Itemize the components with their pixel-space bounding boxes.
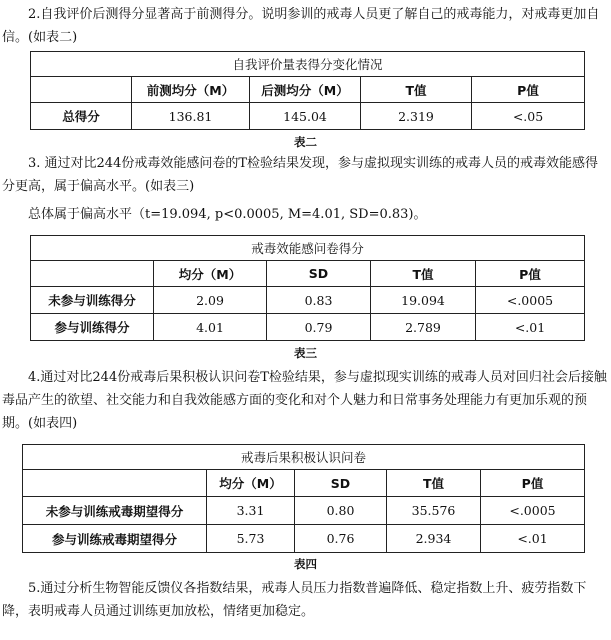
row-label: 参与训练得分 [31, 314, 154, 341]
header-cell: 均分（M） [154, 261, 267, 287]
header-cell [31, 261, 154, 287]
table-row [31, 287, 585, 314]
table-title: 戒毒后果积极认识问卷 [23, 445, 585, 470]
header-cell: T值 [371, 261, 476, 287]
table-cell: 0.76 [295, 525, 387, 553]
table-cell: <.0005 [476, 287, 585, 314]
header-cell: T值 [361, 77, 472, 103]
table-caption: 表四 [294, 557, 317, 571]
row-label: 总得分 [31, 103, 132, 130]
table-self-evaluation [30, 51, 585, 130]
header-cell: SD [267, 261, 371, 287]
header-cell [31, 77, 132, 103]
header-cell: 前测均分（M） [132, 77, 250, 103]
table-cell: 19.094 [371, 287, 476, 314]
table-cell: 2.319 [361, 103, 472, 130]
paragraph-5: 5.通过分析生物智能反馈仪各指数结果，戒毒人员压力指数普遍降低、稳定指数上升、疲劳指数下降，表明戒毒人员通过训练更加放松，情绪更加稳定。 [2, 581, 587, 619]
table-cell: 136.81 [132, 103, 250, 130]
table-row [23, 525, 585, 553]
table-cell: 0.83 [267, 287, 371, 314]
table-cell: <.01 [481, 525, 585, 553]
table-cell: <.01 [476, 314, 585, 341]
header-cell: SD [295, 470, 387, 497]
table-cell: 2.789 [371, 314, 476, 341]
row-label: 未参与训练得分 [31, 287, 154, 314]
table-cell: 5.73 [207, 525, 295, 553]
row-label: 参与训练戒毒期望得分 [23, 525, 207, 553]
table-cell: 4.01 [154, 314, 267, 341]
header-cell: P值 [472, 77, 585, 103]
paragraph-3: 3. 通过对比244份戒毒效能感问卷的T检验结果发现，参与虚拟现实训练的戒毒人员的戒毒效能感得分更高，属于偏高水平。(如表三) [2, 156, 599, 194]
table-cell: 3.31 [207, 497, 295, 525]
table-efficacy [30, 235, 585, 341]
table-cell: 0.80 [295, 497, 387, 525]
paragraph-4: 4.通过对比244份戒毒后果积极认识问卷T检验结果，参与虚拟现实训练的戒毒人员对回归社会后接触毒品产生的欲望、社交能力和自我效能感方面的变化和对个人魅力和日常事务处理能力有更加乐观的预期。(如表四) [2, 370, 607, 431]
table-cell: 35.576 [387, 497, 481, 525]
header-cell: T值 [387, 470, 481, 497]
paragraph-2: 2.自我评价后测得分显著高于前测得分。说明参训的戒毒人员更了解自己的戒毒能力，对戒毒更加自信。(如表二) [2, 7, 600, 45]
row-label: 未参与训练戒毒期望得分 [23, 497, 207, 525]
table-title: 自我评价量表得分变化情况 [31, 52, 585, 77]
table-caption: 表二 [294, 135, 317, 149]
table-cell: <.05 [472, 103, 585, 130]
table-cell: 2.09 [154, 287, 267, 314]
header-cell: 后测均分（M） [250, 77, 361, 103]
header-cell [23, 470, 207, 497]
table-row [31, 314, 585, 341]
table-row [31, 103, 585, 130]
table-cell: 2.934 [387, 525, 481, 553]
table-cell: <.0005 [481, 497, 585, 525]
stats-line: 总体属于偏高水平（t=19.094, p<0.0005, M=4.01, SD=0.83)。 [28, 207, 427, 222]
table-cell: 0.79 [267, 314, 371, 341]
header-cell: P值 [476, 261, 585, 287]
table-row [23, 497, 585, 525]
table-caption: 表三 [294, 346, 317, 360]
header-cell: 均分（M） [207, 470, 295, 497]
table-title: 戒毒效能感问卷得分 [31, 236, 585, 261]
table-cell: 145.04 [250, 103, 361, 130]
table-consequences [22, 444, 585, 553]
header-cell: P值 [481, 470, 585, 497]
